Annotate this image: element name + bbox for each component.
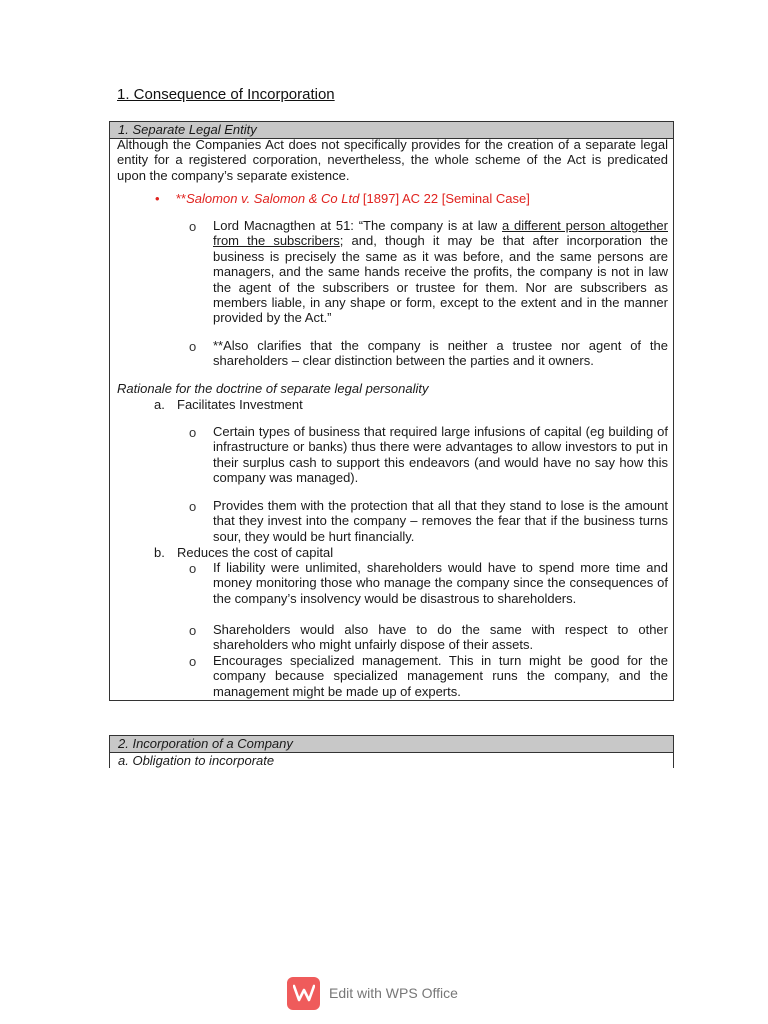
case-point-1 <box>213 218 668 326</box>
case-point-1-underlined: a different person altogether from the subscribers <box>213 218 668 249</box>
case-point-1-post: ; and, though it may be that after incorporation the business is precisely the same as it was before, and the same persons are managers, and the same hands receive the profits, the company is not in law the agent of the subscribers or trustee for them. Nor are subscribers as members liable, in any shape or form, except to the extent and in the manner provided by the Act.” <box>213 233 669 326</box>
circle-bullet-icon: o <box>189 499 197 514</box>
case-point-1-pre: Lord Macnagthen at 51: “The company is at law <box>213 218 503 233</box>
rationale-a-label: Facilitates Investment <box>177 397 303 412</box>
rationale-a-marker: a. <box>154 397 165 412</box>
red-bullet-icon: • <box>155 191 160 206</box>
circle-bullet-icon: o <box>189 339 197 354</box>
case-point-2: **Also clarifies that the company is neither a trustee nor agent of the shareholders – clear distinction between the parties and it owners. <box>213 338 668 369</box>
section-1-title: 1. Separate Legal Entity <box>110 122 673 139</box>
rationale-heading: Rationale for the doctrine of separate legal personality <box>117 381 429 396</box>
case-prefix: ** <box>176 191 187 206</box>
rationale-b-point-2: Shareholders would also have to do the same with respect to other shareholders who might unfairly dispose of their assets. <box>213 622 668 653</box>
circle-bullet-icon: o <box>189 219 197 234</box>
section-2-subtitle: a. Obligation to incorporate <box>110 753 673 769</box>
rationale-b-point-3: Encourages specialized management. This in turn might be good for the company because specialized management runs the company, and the management might be made up of experts. <box>213 653 668 699</box>
circle-bullet-icon: o <box>189 654 197 669</box>
wps-label[interactable]: Edit with WPS Office <box>329 985 458 1001</box>
case-name: Salomon v. Salomon & Co Ltd <box>186 191 360 206</box>
rationale-b-point-1: If liability were unlimited, shareholders would have to spend more time and money monitoring those who manage the company since the consequences of the company’s insolvency would be disastrous to shareholders. <box>213 560 668 606</box>
section-1-intro: Although the Companies Act does not specifically provides for the creation of a separate legal entity for a registered corporation, nevertheless, the whole scheme of the Act is predicated upon the company’s separate existence. <box>117 137 668 183</box>
rationale-b-label: Reduces the cost of capital <box>177 545 334 560</box>
wps-w-icon <box>293 984 315 1002</box>
edit-with-wps-button[interactable] <box>287 976 458 1010</box>
wps-logo-icon <box>287 977 320 1010</box>
section-2-box <box>109 735 674 768</box>
rationale-a-point-1: Certain types of business that required large infusions of capital (eg building of infrastructure or banks) thus there were advantages to allow investors to put in their surplus cash to support this endeavors (and would have no say how this company was managed). <box>213 424 668 486</box>
circle-bullet-icon: o <box>189 561 197 576</box>
circle-bullet-icon: o <box>189 425 197 440</box>
circle-bullet-icon: o <box>189 623 197 638</box>
case-reference <box>176 191 530 206</box>
section-2-title: 2. Incorporation of a Company <box>110 736 673 753</box>
case-citation: [1897] AC 22 [Seminal Case] <box>359 191 530 206</box>
rationale-b-marker: b. <box>154 545 165 560</box>
rationale-a-point-2: Provides them with the protection that all that they stand to lose is the amount that they invest into the company – removes the fear that if the business turns sour, they would be hurt financially. <box>213 498 668 544</box>
page-heading: 1. Consequence of Incorporation <box>117 86 335 103</box>
